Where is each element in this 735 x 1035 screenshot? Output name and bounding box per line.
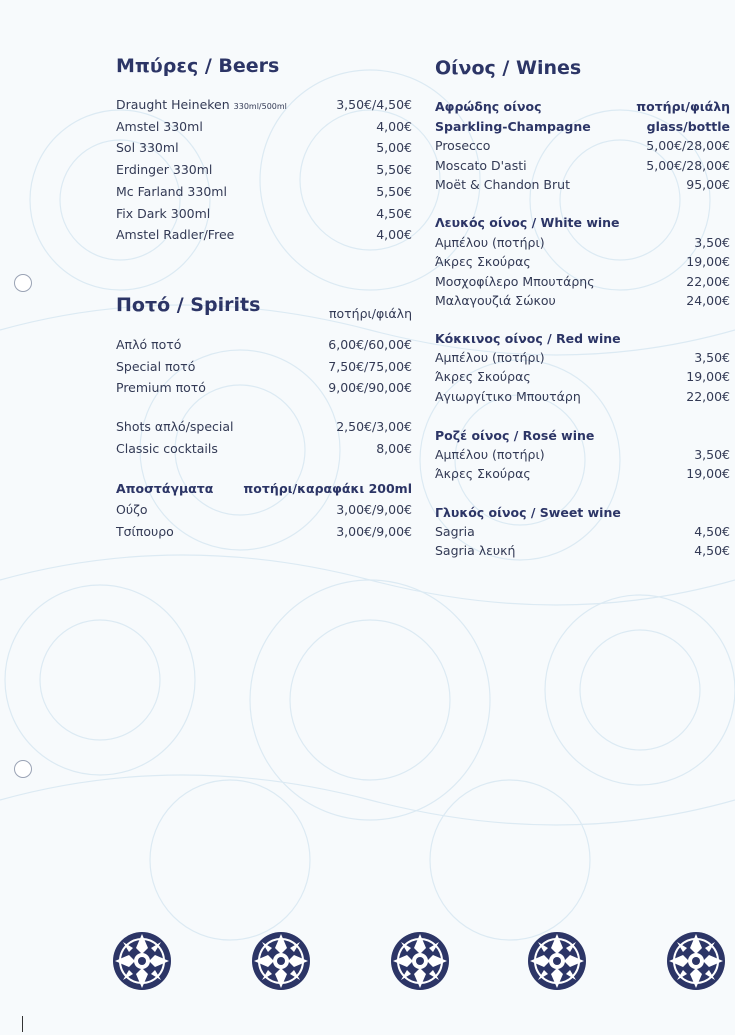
menu-item [116, 441, 412, 457]
item-price: 4,50€ [694, 524, 730, 539]
item-price: 3,50€/4,50€ [336, 97, 412, 112]
wines-title: Οίνος / Wines [435, 57, 582, 79]
ornament-5 [665, 930, 727, 992]
menu-item [435, 389, 730, 405]
menu-item [116, 419, 412, 435]
menu-item [116, 359, 412, 375]
item-name: Άκρες Σκούρας [435, 254, 531, 270]
menu-item [116, 162, 412, 178]
item-price: 19,00€ [686, 369, 730, 385]
binder-hole-bottom [14, 760, 32, 778]
ornament-4 [526, 930, 588, 992]
item-name: Amstel 330ml [116, 118, 203, 134]
item-price: 3,50€ [694, 350, 730, 365]
ornament-3 [389, 930, 451, 992]
white-wine-title: Λευκός οίνος / White wine [435, 215, 620, 230]
item-name: Άκρες Σκούρας [435, 369, 531, 385]
beers-title: Μπύρες / Beers [116, 55, 280, 77]
menu-item [435, 466, 730, 482]
item-name: Amstel Radler/Free [116, 227, 235, 243]
item-price: 5,00€ [376, 140, 412, 156]
menu-item [116, 524, 412, 540]
item-price: 6,00€/60,00€ [328, 337, 412, 352]
menu-item [116, 502, 412, 518]
item-price: 5,50€ [376, 183, 412, 199]
menu-item [435, 369, 730, 385]
item-price: 7,50€/75,00€ [328, 358, 412, 374]
item-name: Ούζο [116, 502, 148, 517]
item-price: 5,50€ [376, 162, 412, 178]
item-price: 19,00€ [686, 254, 730, 270]
ornament-1 [111, 930, 173, 992]
item-price: 19,00€ [686, 466, 730, 482]
menu-item [116, 97, 412, 113]
item-name: Μαλαγουζιά Σώκου [435, 292, 556, 308]
item-name: Τσίπουρο [116, 523, 174, 539]
sparkling-title-en: Sparkling-Champagne [435, 119, 591, 134]
menu-item [435, 350, 730, 366]
item-price: 2,50€/3,00€ [336, 419, 412, 434]
menu-item [435, 235, 730, 251]
item-name: Premium ποτό [116, 380, 206, 395]
item-price: 5,00€/28,00€ [646, 157, 730, 173]
item-price: 22,00€ [686, 273, 730, 289]
menu-item [116, 337, 412, 353]
item-price: 5,00€/28,00€ [646, 138, 730, 153]
item-name: Sagria λευκή [435, 543, 516, 559]
item-name: Erdinger 330ml [116, 162, 213, 178]
menu-item [116, 140, 412, 156]
item-name: Μοσχοφίλερο Μπουτάρης [435, 273, 595, 289]
item-price: 4,50€ [694, 543, 730, 559]
menu-item [116, 184, 412, 200]
menu-item [435, 524, 730, 540]
sparkling-title-gr: Αφρώδης οίνος [435, 99, 542, 114]
menu-item [435, 254, 730, 270]
menu-item [435, 158, 730, 174]
item-name: Moët & Chandon Brut [435, 177, 570, 192]
item-name: Άκρες Σκούρας [435, 466, 531, 482]
binder-hole-top [14, 274, 32, 292]
menu-item [435, 138, 730, 154]
menu-item [435, 274, 730, 290]
ornament-2 [250, 930, 312, 992]
item-price: 95,00€ [686, 177, 730, 192]
menu-item [116, 227, 412, 243]
item-price: 3,00€/9,00€ [336, 523, 412, 539]
crop-mark [22, 1016, 23, 1032]
item-price: 3,50€ [694, 447, 730, 462]
distillates-title: Αποστάγματα [116, 481, 214, 496]
item-name: Sagria [435, 524, 475, 539]
item-price: 8,00€ [376, 440, 412, 456]
menu-item [435, 447, 730, 463]
item-name: Shots απλό/special [116, 419, 234, 434]
item-note: 330ml/500ml [233, 102, 287, 111]
spirits-title: Ποτό / Spirits [116, 294, 261, 316]
distillates-header: ποτήρι/καραφάκι 200ml [243, 481, 412, 496]
item-price: 4,00€ [376, 227, 412, 243]
menu-item [116, 119, 412, 135]
item-price: 24,00€ [686, 292, 730, 308]
item-name: Fix Dark 300ml [116, 205, 211, 221]
item-name: Moscato D'asti [435, 157, 527, 173]
item-price: 9,00€/90,00€ [328, 380, 412, 395]
sparkling-header-en: glass/bottle [646, 119, 730, 134]
menu-item [116, 206, 412, 222]
menu-item [435, 543, 730, 559]
item-price: 22,00€ [686, 388, 730, 404]
item-price: 3,50€ [694, 235, 730, 250]
item-name: Απλό ποτό [116, 337, 182, 352]
red-wine-title: Κόκκινος οίνος / Red wine [435, 331, 621, 346]
sweet-wine-title: Γλυκός οίνος / Sweet wine [435, 505, 621, 520]
item-name: Αμπέλου (ποτήρι) [435, 350, 545, 365]
item-name: Classic cocktails [116, 440, 218, 456]
item-name: Αμπέλου (ποτήρι) [435, 235, 545, 250]
item-name: Sol 330ml [116, 140, 179, 156]
item-price: 4,50€ [376, 205, 412, 221]
item-name: Special ποτό [116, 358, 196, 374]
item-name: Αμπέλου (ποτήρι) [435, 447, 545, 462]
item-name: Mc Farland 330ml [116, 183, 227, 199]
item-name: Prosecco [435, 138, 491, 153]
item-name: Αγιωργίτικο Μπουτάρη [435, 388, 581, 404]
item-name: Draught Heineken 330ml/500ml [116, 97, 287, 112]
menu-item [435, 177, 730, 193]
menu-item [116, 380, 412, 396]
sparkling-header-gr: ποτήρι/φιάλη [636, 99, 730, 114]
rose-wine-title: Ροζέ οίνος / Rosé wine [435, 428, 595, 443]
item-price: 3,00€/9,00€ [336, 502, 412, 517]
menu-item [435, 293, 730, 309]
item-price: 4,00€ [376, 118, 412, 134]
